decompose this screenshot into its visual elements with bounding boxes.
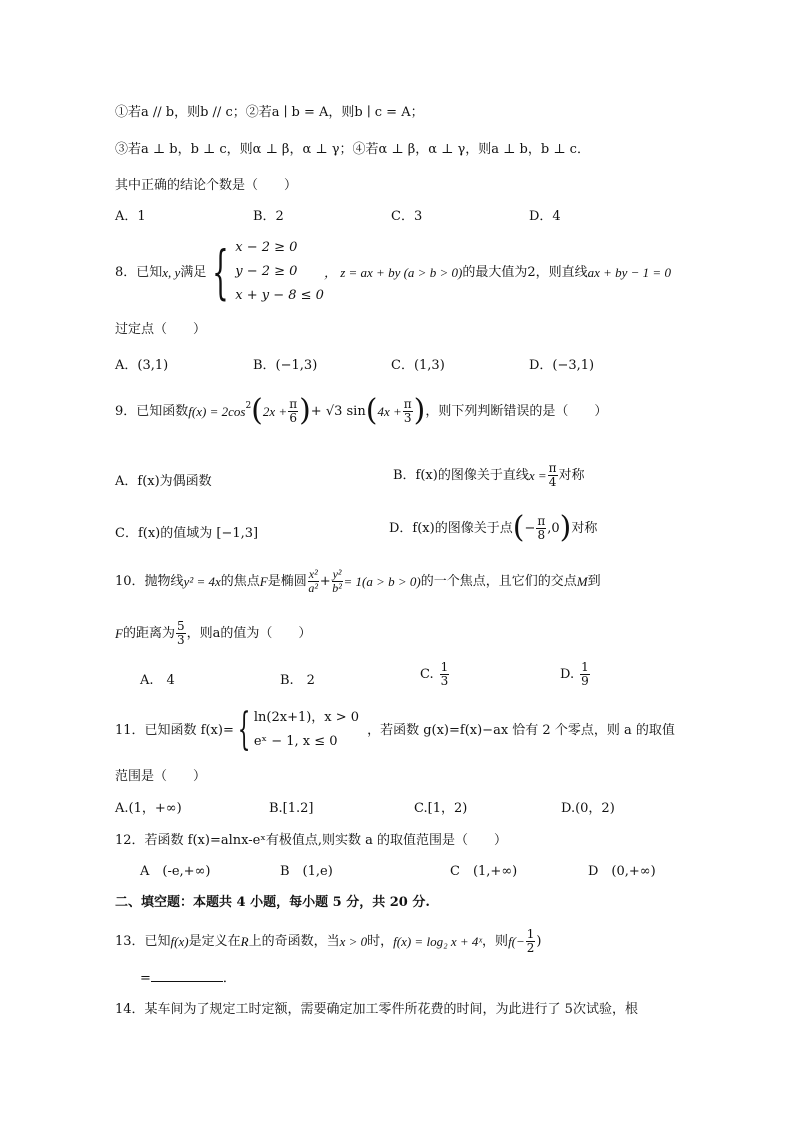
q10-eq: = 1(a > b > 0) bbox=[343, 573, 421, 589]
q13-formula: f(x) = log₂ x + 4ˣ bbox=[393, 933, 483, 949]
q10-option-a: A. 4 bbox=[140, 673, 175, 688]
q13-stem bbox=[115, 928, 542, 954]
q7-option-a: A．1 bbox=[115, 209, 146, 224]
q12-option-d: D (0,+∞) bbox=[588, 864, 656, 879]
q9-option-c: C．f(x)的值域为 [−1,3] bbox=[115, 526, 259, 541]
q13-answer-line bbox=[140, 969, 236, 985]
q10-b2: b² bbox=[332, 580, 342, 595]
q10-frac-y bbox=[332, 568, 343, 594]
q9-prefix: 9．已知函数 bbox=[115, 403, 189, 419]
q9-paren-open-2: ( bbox=[365, 393, 378, 428]
q10-line1 bbox=[115, 568, 601, 594]
q8-cond: 满足 bbox=[180, 264, 207, 280]
q9-option-b-pi: π bbox=[548, 461, 557, 475]
q12-option-a: A (-e,+∞) bbox=[140, 864, 211, 879]
q13-cond: x > 0 bbox=[339, 933, 368, 949]
q9-paren-close-2: ) bbox=[413, 393, 426, 428]
q10-line2 bbox=[115, 620, 311, 646]
q11-line2: 范围是（ ） bbox=[115, 769, 207, 784]
q10-option-c-frac bbox=[440, 661, 450, 687]
q9-option-d-pre: D．f(x)的图像关于点 bbox=[389, 520, 513, 536]
q10-frac-x bbox=[308, 568, 319, 594]
q11-cases bbox=[254, 706, 359, 754]
q10-den3: 3 bbox=[176, 632, 185, 647]
q9-option-b-den: 4 bbox=[548, 474, 557, 489]
q13-mid4: ，则 bbox=[482, 933, 509, 949]
q9-stem bbox=[115, 393, 608, 428]
q10-option-d-label: D. bbox=[560, 666, 575, 682]
q10-line2-post: ，则a的值为（ ） bbox=[186, 625, 312, 641]
q13-answer-blank[interactable] bbox=[151, 969, 223, 982]
q8-line-equation: ax + by − 1 = 0 bbox=[587, 264, 671, 280]
q9-option-d-paren-open: ( bbox=[512, 510, 525, 545]
q10-mid1: 的焦点 bbox=[220, 573, 260, 589]
q10-num5: 5 bbox=[176, 619, 185, 633]
q13-ask-den: 2 bbox=[526, 940, 535, 955]
q12-option-b: B (1,e) bbox=[280, 864, 333, 879]
q10-option-c bbox=[420, 661, 450, 687]
q9-paren-open: ( bbox=[251, 393, 263, 428]
q11-prefix: 11．已知函数 f(x)= bbox=[115, 722, 234, 738]
q9-option-b-post: 对称 bbox=[558, 467, 585, 483]
q11-brace: { bbox=[237, 704, 251, 755]
q8-tail: 过定点（ ） bbox=[115, 322, 207, 337]
q9-frac-pi-3 bbox=[403, 398, 413, 424]
q9-paren-close: ) bbox=[299, 393, 311, 428]
q9-option-d-end: 对称 bbox=[571, 520, 598, 536]
q11-stem bbox=[115, 706, 675, 754]
q10-line2-pre: 的距离为 bbox=[122, 625, 175, 641]
q9-option-d-den: 8 bbox=[537, 527, 546, 542]
q9-formula-d: 4x + bbox=[377, 403, 402, 419]
q9-option-b-frac bbox=[548, 462, 558, 488]
q8-option-b: B．(−1,3) bbox=[253, 358, 318, 373]
q9-option-d-pi: π bbox=[537, 513, 546, 528]
q8-option-d: D．(−3,1) bbox=[529, 358, 595, 373]
q8-constraint-1: x − 2 ≥ 0 bbox=[235, 240, 298, 255]
q11-case-2: eˣ − 1, x ≤ 0 bbox=[253, 734, 338, 749]
q10-frac-5-3 bbox=[176, 620, 186, 646]
q9-den-3: 3 bbox=[403, 410, 412, 425]
q10-mid2: 是椭圆 bbox=[267, 573, 307, 589]
q13-ask-post: ) bbox=[536, 933, 542, 949]
q9-option-d-minus: − bbox=[524, 520, 536, 536]
q8-middle: 的最大值为2，则直线 bbox=[462, 264, 588, 280]
q9-frac-pi-6 bbox=[288, 398, 298, 424]
q10-x2: x² bbox=[308, 567, 318, 581]
q10-mid3: 的一个焦点，且它们的交点 bbox=[420, 573, 577, 589]
q10-F-2: F bbox=[115, 625, 123, 641]
q8-constraint-2: y − 2 ≥ 0 bbox=[235, 264, 298, 279]
q11-option-d: D.(0，2) bbox=[561, 801, 615, 816]
q7-option-d: D．4 bbox=[529, 209, 561, 224]
q8-objective: ， z = ax + by (a > b > 0) bbox=[323, 264, 463, 280]
q8-vars: x, y bbox=[162, 264, 181, 280]
q13-eq: = bbox=[140, 971, 151, 986]
q10-y2: y² bbox=[332, 567, 342, 581]
q10-a2: a² bbox=[308, 580, 319, 595]
q9-pi-2: π bbox=[403, 396, 412, 411]
q13-mid: 是定义在 bbox=[188, 933, 241, 949]
q14-stem: 14．某车间为了规定工时定额，需要确定加工零件所花费的时间，为此进行了 5次试验，根 bbox=[115, 1002, 638, 1017]
q10-option-c-num: 1 bbox=[440, 660, 449, 674]
q9-option-b bbox=[393, 462, 585, 488]
q10-M: M bbox=[576, 573, 588, 589]
q11-option-c: C.[1，2) bbox=[414, 801, 468, 816]
q9-den-6: 6 bbox=[289, 410, 297, 425]
q10-end: 到 bbox=[587, 573, 601, 589]
q7-option-b: B．2 bbox=[253, 209, 284, 224]
q8-prefix: 8．已知 bbox=[115, 264, 163, 280]
q13-end: ． bbox=[222, 971, 236, 986]
q10-parabola: y² = 4x bbox=[183, 573, 221, 589]
q7-question: 其中正确的结论个数是（ ） bbox=[115, 178, 298, 193]
q11-option-a: A.(1，+∞) bbox=[115, 801, 182, 816]
q9-option-d bbox=[389, 510, 598, 545]
q7-statements-line2: ③若a ⊥ b，b ⊥ c，则α ⊥ β，α ⊥ γ；④若α ⊥ β，α ⊥ γ，则a ⊥ b，b ⊥ c． bbox=[115, 142, 590, 157]
q12-option-c: C (1,+∞) bbox=[450, 864, 518, 879]
q9-formula-b: 2x + bbox=[262, 403, 288, 419]
q10-pre: 10．抛物线 bbox=[115, 573, 184, 589]
q9-option-b-x: x = bbox=[528, 467, 547, 483]
q10-plus: + bbox=[319, 573, 331, 589]
q10-option-b: B. 2 bbox=[280, 673, 315, 688]
q9-option-a: A．f(x)为偶函数 bbox=[115, 474, 212, 489]
q8-option-a: A．(3,1) bbox=[115, 358, 169, 373]
q11-case-1: ln(2x+1)，x > 0 bbox=[253, 710, 360, 725]
q13-prefix: 13．已知 bbox=[115, 933, 171, 949]
q10-option-c-label: C. bbox=[420, 666, 434, 682]
q13-ask-num: 1 bbox=[526, 927, 535, 941]
q10-option-d-num: 1 bbox=[581, 660, 589, 674]
section2-title: 二、填空题：本题共 4 小题，每小题 5 分，共 20 分. bbox=[115, 895, 430, 910]
q13-ask-pre: f(− bbox=[508, 933, 525, 949]
q12-stem: 12．若函数 f(x)=alnx-eˣ有极值点,则实数 a 的取值范围是（ ） bbox=[115, 833, 507, 848]
q9-square: 2 bbox=[245, 401, 252, 411]
q7-option-c: C．3 bbox=[391, 209, 423, 224]
q9-option-d-post: ,0 bbox=[547, 520, 560, 536]
q10-option-d bbox=[560, 661, 591, 687]
q10-option-c-den: 3 bbox=[440, 673, 449, 688]
q11-suffix: ，若函数 g(x)=f(x)−ax 恰有 2 个零点，则 a 的取值 bbox=[367, 722, 675, 738]
q8-constraint-system bbox=[235, 236, 324, 308]
q11-option-b: B.[1.2] bbox=[269, 801, 314, 816]
q8-system-brace: { bbox=[212, 238, 230, 306]
q10-option-d-den: 9 bbox=[581, 673, 589, 688]
q10-F: F bbox=[259, 573, 268, 589]
q13-mid3: 时， bbox=[367, 933, 394, 949]
q9-formula-a: f(x) = 2cos bbox=[188, 403, 246, 419]
q9-option-b-pre: B．f(x)的图像关于直线 bbox=[393, 467, 529, 483]
q9-formula-c: + √3 sin bbox=[310, 403, 366, 419]
q9-option-d-paren-close: ) bbox=[559, 510, 572, 545]
q9-pi-1: π bbox=[289, 396, 298, 411]
q8-constraint-3: x + y − 8 ≤ 0 bbox=[235, 288, 324, 303]
q13-mid2: 上的奇函数，当 bbox=[248, 933, 340, 949]
q10-option-d-frac bbox=[580, 661, 590, 687]
q7-statements-line1: ①若a // b，则b // c；②若a ∣ b = A，则b ∣ c = A； bbox=[115, 105, 424, 120]
q8-option-c: C．(1,3) bbox=[391, 358, 445, 373]
q8-stem bbox=[115, 236, 671, 308]
q13-ask-frac bbox=[526, 928, 536, 954]
q13-R: R bbox=[240, 933, 249, 949]
q13-fx: f(x) bbox=[170, 933, 189, 949]
q9-suffix: ，则下列判断错误的是（ ） bbox=[425, 403, 608, 419]
q9-option-d-frac bbox=[536, 515, 546, 541]
